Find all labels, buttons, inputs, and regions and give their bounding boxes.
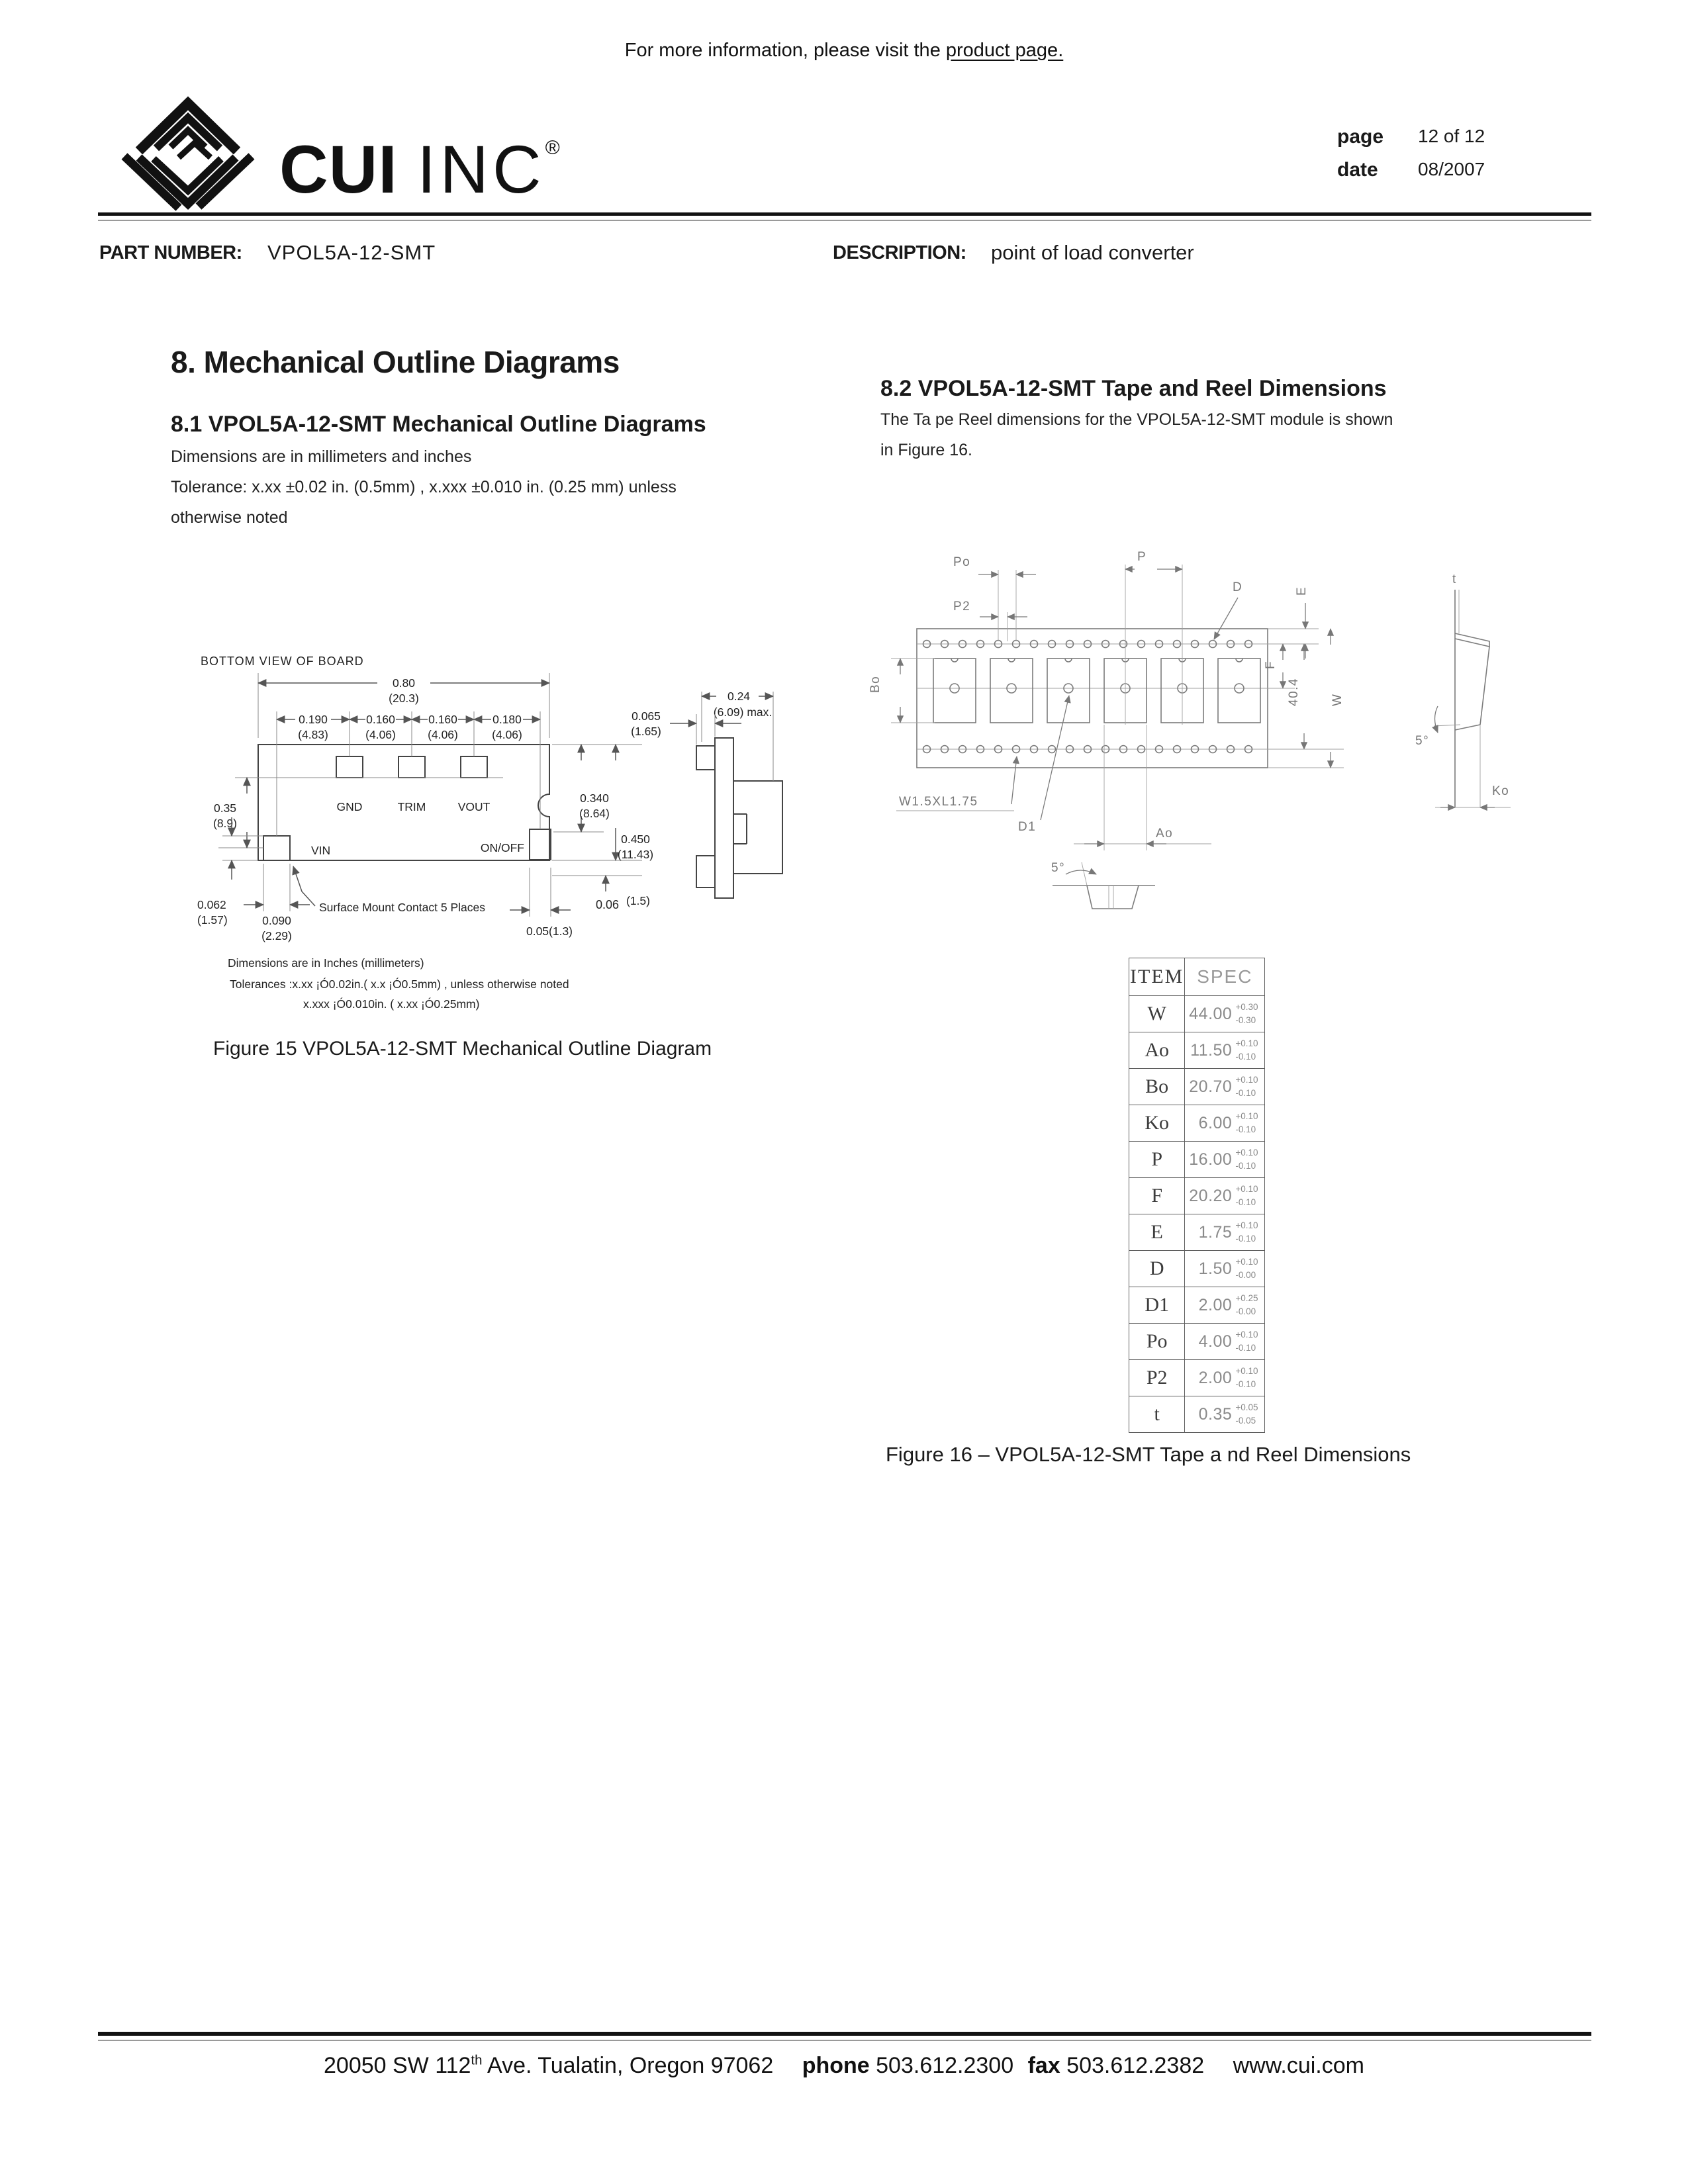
pocket-section — [1051, 861, 1155, 909]
dim-lead-in: 0.065 — [632, 709, 661, 723]
pad-gnd-label: GND — [336, 800, 363, 813]
tol-plus: +0.10 — [1235, 1256, 1258, 1267]
logo-cui: CUI — [279, 132, 417, 207]
tol-minus: -0.10 — [1235, 1234, 1256, 1244]
table-row — [1129, 1178, 1265, 1214]
item-cell: P2 — [1129, 1360, 1185, 1396]
spec-table-item-header: ITEM — [1129, 958, 1185, 996]
dim-padw-mm: (2.29) — [261, 929, 292, 942]
tol-plus: +0.10 — [1235, 1183, 1258, 1194]
note-contact: Surface Mount Contact 5 Places — [319, 901, 485, 914]
website-link[interactable]: www.cui.com — [1233, 2053, 1364, 2078]
pad-vin-label: VIN — [311, 844, 331, 857]
dim-padw-in: 0.090 — [262, 914, 291, 927]
dim-p3-in: 0.160 — [428, 713, 457, 726]
pad-onoff — [530, 829, 551, 860]
side-plate — [715, 738, 733, 898]
side-body — [733, 781, 782, 874]
table-row — [1129, 1324, 1265, 1360]
section-8-title: 8. Mechanical Outline Diagrams — [171, 345, 620, 379]
tape-spec-table — [1129, 958, 1265, 1433]
tol-minus: -0.30 — [1235, 1015, 1256, 1025]
dim-padh-in: 0.062 — [197, 898, 226, 911]
tol-minus: -0.00 — [1235, 1270, 1256, 1280]
table-row — [1129, 1360, 1265, 1396]
top-note-text: For more information, please visit the — [624, 40, 946, 61]
logo-wordmark — [279, 114, 560, 207]
fax-label: fax — [1027, 2053, 1060, 2078]
label-d1: D1 — [1018, 820, 1037, 834]
label-w: W — [1331, 693, 1344, 706]
spec-value: 4.00 — [1198, 1332, 1233, 1351]
tol-plus: +0.25 — [1235, 1293, 1258, 1303]
figure15-caption: Figure 15 VPOL5A-12-SMT Mechanical Outline Diagram — [213, 1038, 712, 1060]
label-404: 40.4 — [1287, 678, 1301, 706]
tape-pockets — [933, 659, 1260, 723]
item-cell: t — [1129, 1396, 1185, 1433]
dim-p2-mm: (4.06) — [365, 728, 396, 741]
spec-value: 16.00 — [1189, 1150, 1233, 1169]
item-cell: Po — [1129, 1324, 1185, 1360]
table-row — [1129, 1251, 1265, 1287]
tol-minus: -0.10 — [1235, 1088, 1256, 1098]
description-value: point of load converter — [991, 241, 1194, 264]
top-note — [0, 40, 1688, 62]
footer-address: 20050 SW 112th Ave. Tualatin, Oregon 97062 — [324, 2053, 774, 2078]
spec-value: 1.50 — [1198, 1259, 1233, 1278]
item-cell: E — [1129, 1214, 1185, 1251]
fig15-note-1: Dimensions are in Inches (millimeters) — [228, 956, 424, 970]
table-row — [1129, 1105, 1265, 1142]
spec-table-spec-header: SPEC — [1185, 958, 1265, 996]
footer-rule — [98, 2032, 1591, 2036]
item-cell: P — [1129, 1142, 1185, 1178]
dim-p1-in: 0.190 — [299, 713, 328, 726]
dim-left-mm: (8.9) — [213, 817, 237, 830]
tol-plus: +0.10 — [1235, 1329, 1258, 1340]
label-p2: P2 — [953, 600, 971, 614]
tol-minus: -0.10 — [1235, 1343, 1256, 1353]
label-w15: W1.5XL1.75 — [899, 795, 978, 809]
tol-plus: +0.10 — [1235, 1074, 1258, 1085]
tol-plus: +0.10 — [1235, 1038, 1258, 1048]
tol-minus: -0.10 — [1235, 1124, 1256, 1134]
figure16-caption: Figure 16 – VPOL5A-12-SMT Tape a nd Reel Dimensions — [886, 1443, 1411, 1466]
phone-label: phone — [802, 2053, 870, 2078]
date-value: 08/2007 — [1418, 159, 1485, 179]
phone-value: 503.612.2300 — [876, 2053, 1014, 2078]
s81-body-1: Dimensions are in millimeters and inches — [171, 447, 472, 466]
tol-plus: +0.05 — [1235, 1402, 1258, 1412]
dim-p2-in: 0.160 — [366, 713, 395, 726]
label-t: t — [1452, 572, 1457, 586]
tape-side-section — [1415, 572, 1511, 807]
dim-width-in: 0.80 — [392, 676, 416, 690]
tol-minus: -0.10 — [1235, 1379, 1256, 1389]
spec-value: 20.20 — [1189, 1186, 1233, 1205]
label-angle-pocket: 5° — [1051, 861, 1066, 875]
table-row — [1129, 1396, 1265, 1433]
label-e: E — [1295, 586, 1309, 596]
spec-value: 1.75 — [1198, 1222, 1233, 1242]
spec-value: 6.00 — [1198, 1113, 1233, 1132]
item-cell: D — [1129, 1251, 1185, 1287]
table-row — [1129, 1069, 1265, 1105]
table-row — [1129, 996, 1265, 1032]
header-rule — [98, 212, 1591, 216]
item-cell: W — [1129, 996, 1185, 1032]
product-page-link[interactable]: product page. — [945, 40, 1064, 61]
spec-value: 11.50 — [1190, 1040, 1233, 1060]
spec-value: 20.70 — [1189, 1077, 1233, 1096]
tol-minus: -0.10 — [1235, 1197, 1256, 1207]
cui-logo-icon — [105, 87, 271, 217]
footer — [0, 2053, 1688, 2079]
footer-rule-thin — [98, 2040, 1591, 2041]
dim-r2-in: 0.450 — [621, 833, 650, 846]
tol-plus: +0.10 — [1235, 1220, 1258, 1230]
dim-r1-mm: (8.64) — [579, 807, 610, 820]
s82-body-2: in Figure 16. — [880, 441, 972, 459]
tol-minus: -0.05 — [1235, 1416, 1256, 1426]
pad-trim — [399, 756, 425, 778]
label-d: D — [1233, 580, 1243, 594]
fax-value: 503.612.2382 — [1066, 2053, 1205, 2078]
registered-mark: ® — [545, 137, 560, 159]
page-label: page — [1337, 126, 1384, 148]
pad-trim-label: TRIM — [397, 800, 426, 813]
spec-value: 0.35 — [1198, 1404, 1233, 1424]
pad-onoff-label: ON/OFF — [480, 841, 524, 854]
side-lead-top — [696, 746, 715, 770]
label-angle-side: 5° — [1415, 734, 1430, 748]
dim-r4: 0.05(1.3) — [526, 925, 573, 938]
spec-value: 2.00 — [1198, 1295, 1233, 1314]
pad-vout — [461, 756, 487, 778]
page-value: 12 of 12 — [1418, 126, 1485, 146]
dim-p3-mm: (4.06) — [428, 728, 458, 741]
tol-minus: -0.10 — [1235, 1052, 1256, 1062]
tol-plus: +0.10 — [1235, 1147, 1258, 1158]
figure16-diagram — [841, 506, 1542, 970]
tol-minus: -0.00 — [1235, 1306, 1256, 1316]
dim-r3-in: 0.06 — [596, 898, 620, 911]
figure15-diagram — [179, 645, 808, 1082]
dim-p1-mm: (4.83) — [298, 728, 328, 741]
item-cell: D1 — [1129, 1287, 1185, 1324]
dim-p4-in: 0.180 — [492, 713, 522, 726]
label-p: P — [1137, 550, 1147, 564]
dim-side-mm: (6.09) max. — [713, 705, 773, 719]
dim-lead-mm: (1.65) — [631, 725, 661, 738]
dim-left-in: 0.35 — [213, 801, 237, 815]
fig15-view-title: BOTTOM VIEW OF BOARD — [201, 655, 364, 668]
s81-body-3: otherwise noted — [171, 508, 288, 527]
item-cell: Ao — [1129, 1032, 1185, 1069]
pad-vin — [263, 836, 290, 860]
dim-side-in: 0.24 — [727, 690, 751, 703]
label-bo: Bo — [868, 675, 882, 693]
spec-value: 44.00 — [1189, 1004, 1233, 1023]
label-ao: Ao — [1156, 827, 1174, 841]
dim-r3-mm: (1.5) — [626, 894, 650, 907]
part-number-value: VPOL5A-12-SMT — [267, 241, 436, 264]
s82-body-1: The Ta pe Reel dimensions for the VPOL5A-12-SMT module is shown — [880, 410, 1393, 429]
dim-padh-mm: (1.57) — [197, 913, 228, 927]
label-po: Po — [953, 555, 971, 569]
label-ko: Ko — [1492, 784, 1510, 798]
section-81-title: 8.1 VPOL5A-12-SMT Mechanical Outline Diagrams — [171, 412, 706, 437]
pad-vout-label: VOUT — [457, 800, 491, 813]
page-date-block — [1337, 126, 1485, 192]
tol-plus: +0.10 — [1235, 1111, 1258, 1121]
logo-inc: INC — [417, 132, 545, 207]
table-row — [1129, 1287, 1265, 1324]
section-82-title: 8.2 VPOL5A-12-SMT Tape and Reel Dimensions — [880, 376, 1387, 401]
item-cell: F — [1129, 1178, 1185, 1214]
dim-p4-mm: (4.06) — [492, 728, 522, 741]
table-row — [1129, 1032, 1265, 1069]
side-lead-bottom — [696, 856, 715, 887]
pad-gnd — [336, 756, 363, 778]
item-cell: Ko — [1129, 1105, 1185, 1142]
part-number-label: PART NUMBER: — [99, 242, 242, 263]
dim-r1-in: 0.340 — [580, 792, 609, 805]
dim-r2-mm: (11.43) — [617, 848, 654, 861]
table-row — [1129, 1214, 1265, 1251]
tol-plus: +0.30 — [1235, 1001, 1258, 1012]
label-f: F — [1264, 660, 1278, 669]
description-label: DESCRIPTION: — [833, 242, 966, 263]
item-cell: Bo — [1129, 1069, 1185, 1105]
tol-plus: +0.10 — [1235, 1365, 1258, 1376]
date-label: date — [1337, 159, 1378, 181]
fig15-note-3: x.xxx ¡Ó0.010in. ( x.xx ¡Ó0.25mm) — [303, 997, 480, 1011]
fig15-note-2: Tolerances :x.xx ¡Ó0.02in.( x.x ¡Ó0.5mm) , unless otherwise noted — [230, 978, 569, 991]
spec-value: 2.00 — [1198, 1368, 1233, 1387]
dim-width-mm: (20.3) — [389, 692, 419, 705]
s81-body-2: Tolerance: x.xx ±0.02 in. (0.5mm) , x.xxx ±0.010 in. (0.25 mm) unless — [171, 478, 677, 496]
table-row — [1129, 1142, 1265, 1178]
header-rule-thin — [98, 220, 1591, 221]
tol-minus: -0.10 — [1235, 1161, 1256, 1171]
